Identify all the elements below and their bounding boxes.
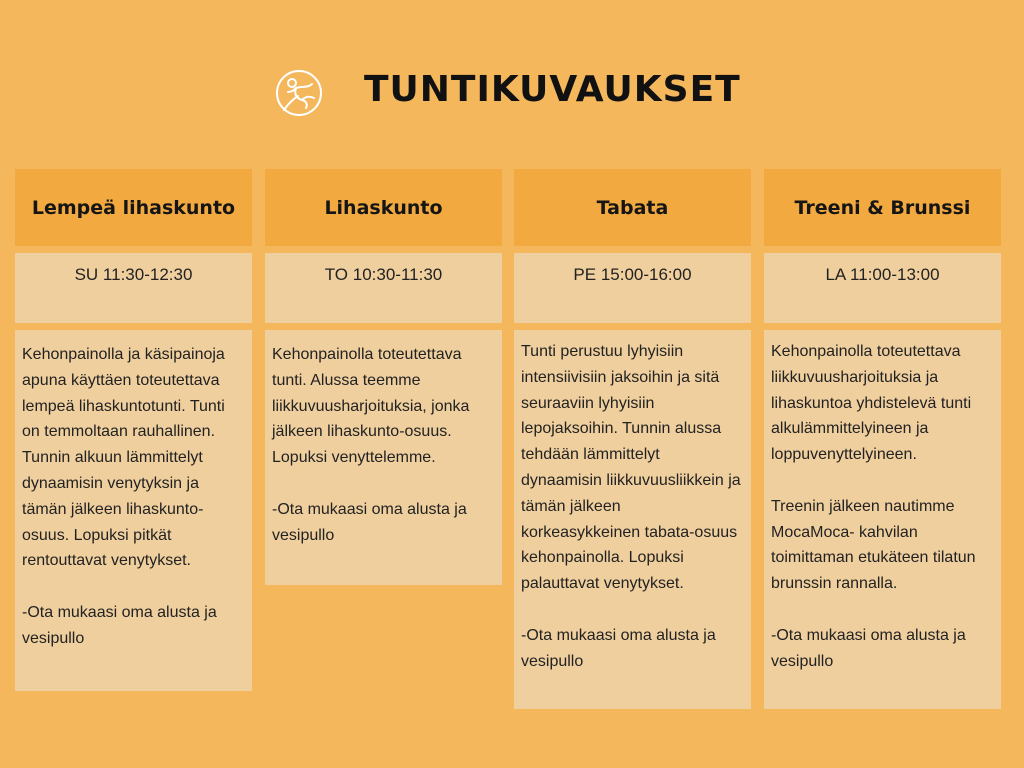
class-description-box [15, 330, 252, 691]
class-note: -Ota mukaasi oma alusta ja vesipullo [771, 626, 966, 670]
class-description: Kehonpainolla toteutettava liikkuvuusharjoituksia ja lihaskuntoa yhdistelevä tunti alkulämmittelyineen ja loppuvenyttelyineen. [771, 343, 972, 464]
class-name: Treeni & Brunssi [764, 169, 1001, 246]
dancer-logo-icon [272, 66, 326, 120]
class-name: Lihaskunto [265, 169, 502, 246]
class-description: Kehonpainolla ja käsipainoja apuna käyttäen toteutettava lempeä lihaskuntotunti. Tunti on temmoltaan rauhallinen. Tunnin alkuun lämmittelyt dynaamisin venytyksin ja tämän jälkeen lihaskunto-osuus. Lopuksi pitkät rentouttavat venytykset. [22, 346, 225, 570]
class-note: -Ota mukaasi oma alusta ja vesipullo [22, 603, 217, 647]
class-description-box [514, 330, 751, 709]
class-time: TO 10:30-11:30 [265, 253, 502, 323]
class-description-box [265, 330, 502, 585]
class-extra: Treenin jälkeen nautimme MocaMoca- kahvilan toimittaman etukäteen tilatun brunssin rannalla. [771, 497, 976, 593]
class-time: SU 11:30-12:30 [15, 253, 252, 323]
class-description-box [764, 330, 1001, 709]
class-time: LA 11:00-13:00 [764, 253, 1001, 323]
class-name: Lempeä lihaskunto [15, 169, 252, 246]
class-note: -Ota mukaasi oma alusta ja vesipullo [272, 500, 467, 544]
class-description: Tunti perustuu lyhyisiin intensiivisiin jaksoihin ja sitä seuraaviin lyhyisiin lepojaksoihin. Tunnin alussa tehdään lämmittelyt dynaamisin liikkuvuusliikkein ja tämän jälkeen korkeasykkeinen tabata-osuus kehonpainolla. Lopuksi palauttavat venytykset. [521, 343, 741, 593]
page-title: TUNTIKUVAUKSET [364, 69, 741, 110]
title-row [0, 60, 1024, 122]
class-name: Tabata [514, 169, 751, 246]
class-description: Kehonpainolla toteutettava tunti. Alussa teemme liikkuvuusharjoituksia, jonka jälkeen lihaskunto-osuus. Lopuksi venyttelemme. [272, 346, 470, 467]
class-time: PE 15:00-16:00 [514, 253, 751, 323]
class-note: -Ota mukaasi oma alusta ja vesipullo [521, 626, 716, 670]
